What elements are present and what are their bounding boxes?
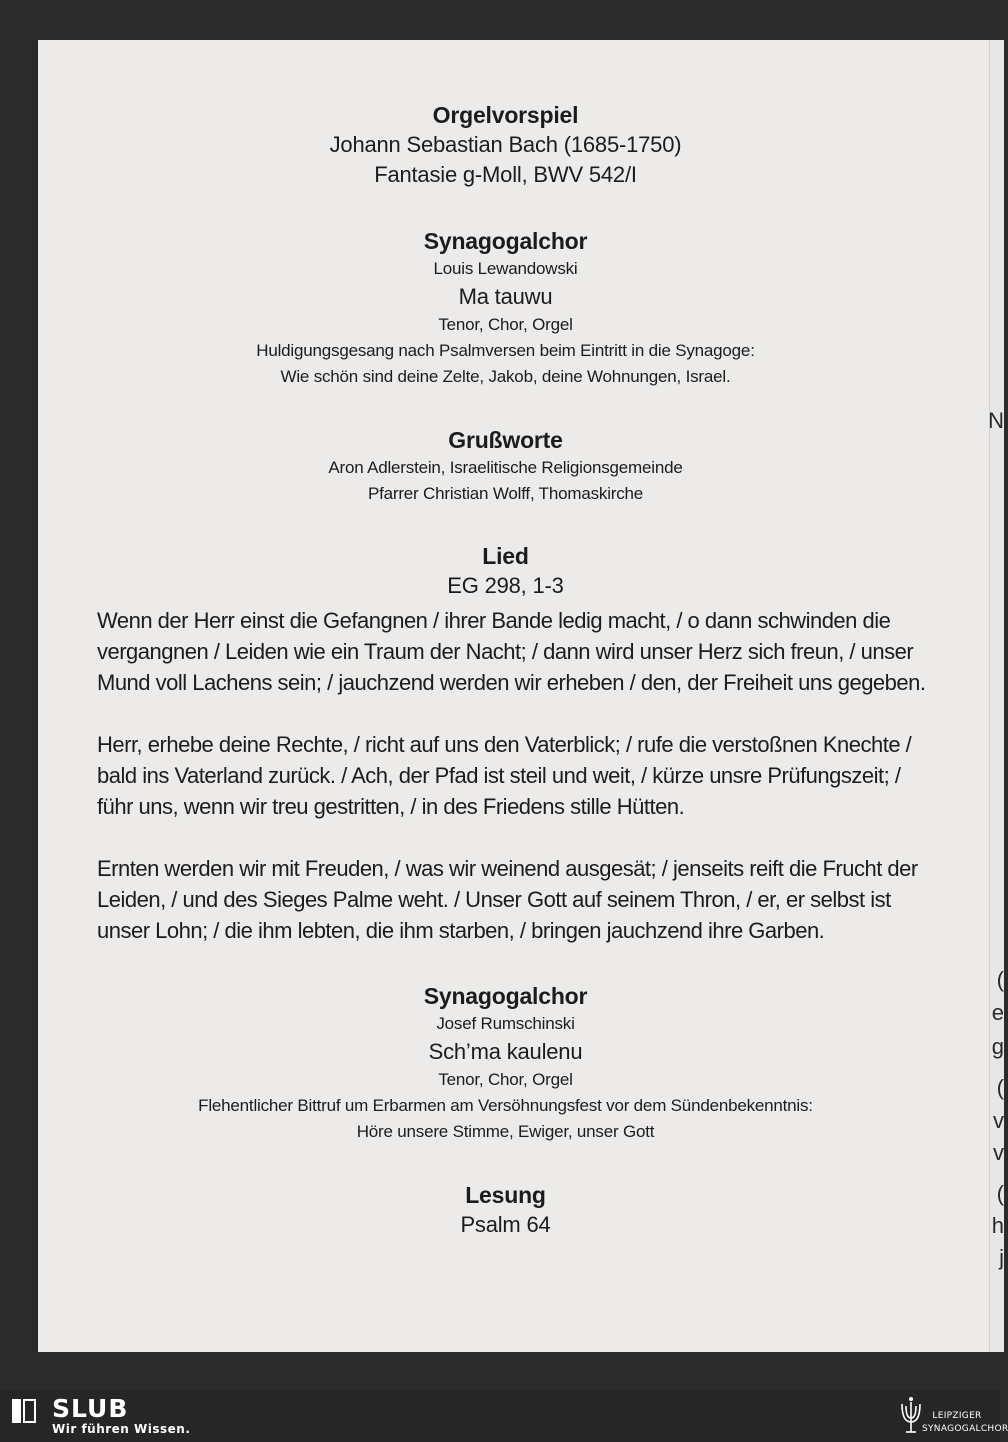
section-heading: Lied: [482, 543, 529, 569]
section-lied: [38, 541, 973, 601]
edge-letter: (: [996, 1181, 1004, 1206]
edge-letter: v: [993, 1108, 1004, 1133]
edge-letter: v: [993, 1140, 1004, 1165]
composer: Josef Rumschinski: [436, 1014, 575, 1033]
work-title: Fantasie g-Moll, BWV 542/I: [374, 162, 637, 187]
edge-letter: (: [996, 1075, 1004, 1100]
section-lesung: [38, 1180, 973, 1240]
section-grussworte: [38, 425, 973, 507]
hymn-reference: EG 298, 1-3: [447, 573, 564, 598]
reading-reference: Psalm 64: [460, 1212, 551, 1237]
section-heading: Orgelvorspiel: [432, 102, 579, 128]
hymn-stanza-3: Ernten werden wir mit Freuden, / was wir weinend ausgesät; / jenseits reift die Frucht der Leiden, / und des Sieges Palme weht. / Unser Gott auf seinem Thron, / er, er selbst ist unser Lohn; / die ihm lebten, die ihm starben, / bringen jauchzend ihre Garben.: [97, 856, 918, 943]
next-page-edge: [989, 40, 1004, 1352]
edge-letter: h: [991, 1213, 1004, 1238]
hymn-stanza-1: Wenn der Herr einst die Gefangnen / ihrer Bande ledig macht, / o dann schwinden die vergangnen / Leiden wie ein Traum der Nacht; / dann wird unser Herz sich freun, / unser Mund voll Lachens sein; / jauchzend werden wir erheben / den, der Freiheit uns gegeben.: [97, 608, 926, 695]
work-title: Ma tauwu: [458, 284, 553, 309]
description-translation: Wie schön sind deine Zelte, Jakob, deine Wohnungen, Israel.: [280, 367, 731, 386]
work-title: Sch’ma kaulenu: [428, 1039, 583, 1064]
hymn-stanza-2: Herr, erhebe deine Rechte, / richt auf uns den Vaterblick; / rufe die verstoßnen Knechte / bald ins Vaterland zurück. / Ach, der Pfad ist steil und weit, / kürze unsre Prüfungszeit; / führ uns, wenn wir treu gestritten, / in des Friedens stille Hütten.: [97, 732, 912, 819]
library-tagline: Wir führen Wissen.: [52, 1422, 191, 1436]
hymn-text: [97, 605, 927, 977]
menorah-icon: [898, 1394, 924, 1438]
section-synagogalchor-1: [38, 226, 973, 390]
description: Flehentlicher Bittruf um Erbarmen am Versöhnungsfest vor dem Sündenbekenntnis:: [198, 1096, 813, 1115]
edge-letter: N: [988, 408, 1004, 433]
edge-letter: e: [991, 1000, 1004, 1025]
library-name: SLUB: [52, 1394, 129, 1423]
speaker: Aron Adlerstein, Israelitische Religionsgemeinde: [328, 458, 683, 477]
edge-letter: g: [991, 1034, 1004, 1059]
description-translation: Höre unsere Stimme, Ewiger, unser Gott: [356, 1122, 655, 1141]
slub-logo-icon: [10, 1396, 40, 1426]
section-orgelvorspiel: [38, 100, 973, 190]
composer: Louis Lewandowski: [433, 259, 578, 278]
voices: Tenor, Chor, Orgel: [438, 315, 573, 334]
section-heading: Lesung: [465, 1182, 546, 1208]
edge-letter: j: [999, 1245, 1004, 1270]
section-synagogalchor-2: [38, 981, 973, 1145]
choir-logo-text: [922, 1410, 1008, 1436]
section-heading: Synagogalchor: [423, 983, 588, 1009]
program-page: [38, 40, 1004, 1352]
section-heading: Grußworte: [448, 427, 563, 453]
choir-name-line1: LEIPZIGER: [932, 1411, 982, 1421]
choir-name-line2: SYNAGOGALCHOR: [922, 1424, 1008, 1434]
section-heading: Synagogalchor: [423, 228, 588, 254]
composer: Johann Sebastian Bach (1685-1750): [329, 132, 682, 157]
description: Huldigungsgesang nach Psalmversen beim Eintritt in die Synagoge:: [256, 341, 755, 360]
voices: Tenor, Chor, Orgel: [438, 1070, 573, 1089]
edge-letter: (: [996, 967, 1004, 992]
speaker: Pfarrer Christian Wolff, Thomaskirche: [367, 484, 644, 503]
footer-bar: [0, 1390, 1008, 1442]
